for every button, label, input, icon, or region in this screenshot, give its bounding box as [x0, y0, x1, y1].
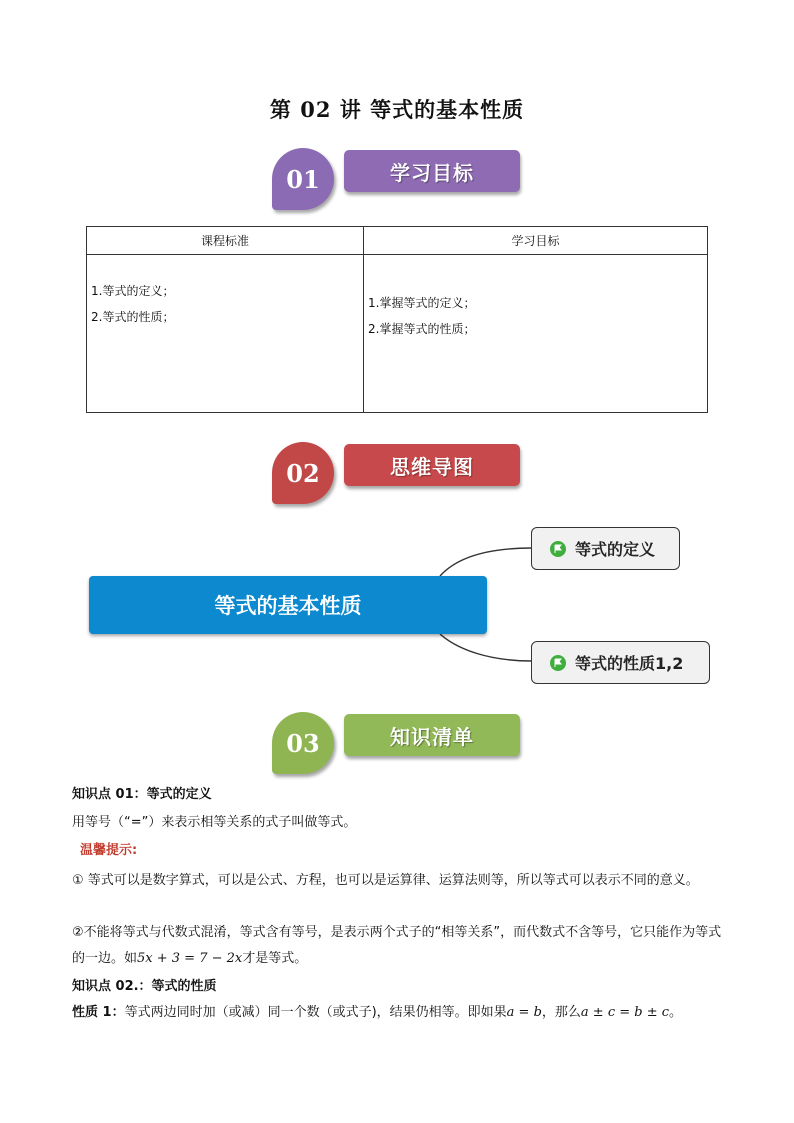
list-item: 1.等式的定义；: [91, 284, 175, 298]
equation-result: a ± c = b ± c: [580, 1005, 670, 1020]
list-item: 2.等式的性质；: [91, 310, 175, 324]
section-number-badge: 03: [272, 712, 334, 774]
flag-icon: [550, 541, 566, 557]
equation-example: 5x + 3 = 7 − 2x: [137, 951, 243, 966]
section-ribbon: 思维导图: [344, 444, 520, 486]
property-1-text: 性质 1：等式两边同时加（或减）同一个数（或式子)，结果仍相等。即如果a = b，那么a ± c = b ± c。: [72, 1005, 683, 1020]
section-number-badge: 01: [272, 148, 334, 210]
mindmap-child-node: [531, 527, 680, 570]
knowledge-point-2-title: 知识点 02.：等式的性质: [72, 979, 217, 994]
section-ribbon: 知识清单: [344, 714, 520, 756]
list-item: 2.掌握等式的性质；: [368, 322, 476, 336]
list-item: 1.掌握等式的定义；: [368, 296, 476, 310]
tip-paragraph-1: ① 等式可以是数字算式，可以是公式、方程，也可以是运算律、运算法则等，所以等式可以表示不同的意义。: [72, 873, 699, 888]
table-header-learning-goal: 学习目标: [364, 227, 708, 255]
tip-title: 温馨提示:: [80, 843, 138, 858]
mindmap-child-label: 等式的性质1,2: [575, 654, 684, 673]
flag-icon: [550, 655, 566, 671]
page-title: 第 02 讲 等式的基本性质: [269, 97, 525, 122]
table-header-course-standard: 课程标准: [87, 227, 364, 255]
section-banner-03: [272, 712, 532, 778]
knowledge-point-1-title: 知识点 01：等式的定义: [72, 787, 212, 802]
section-ribbon: 学习目标: [344, 150, 520, 192]
mindmap-child-node: [531, 641, 710, 684]
mindmap-child-label: 等式的定义: [575, 540, 656, 559]
tip-paragraph-2: ②不能将等式与代数式混淆，等式含有等号，是表示两个式子的“相等关系”，而代数式不含等号，它只能作为等式的一边。如5x + 3 = 7 − 2x才是等式。: [72, 925, 722, 966]
mindmap-root-node: 等式的基本性质: [89, 576, 487, 634]
section-number-badge: 02: [272, 442, 334, 504]
equation-condition: a = b: [506, 1005, 542, 1020]
knowledge-point-1-text: 用等号（“=”）来表示相等关系的式子叫做等式。: [72, 815, 357, 830]
